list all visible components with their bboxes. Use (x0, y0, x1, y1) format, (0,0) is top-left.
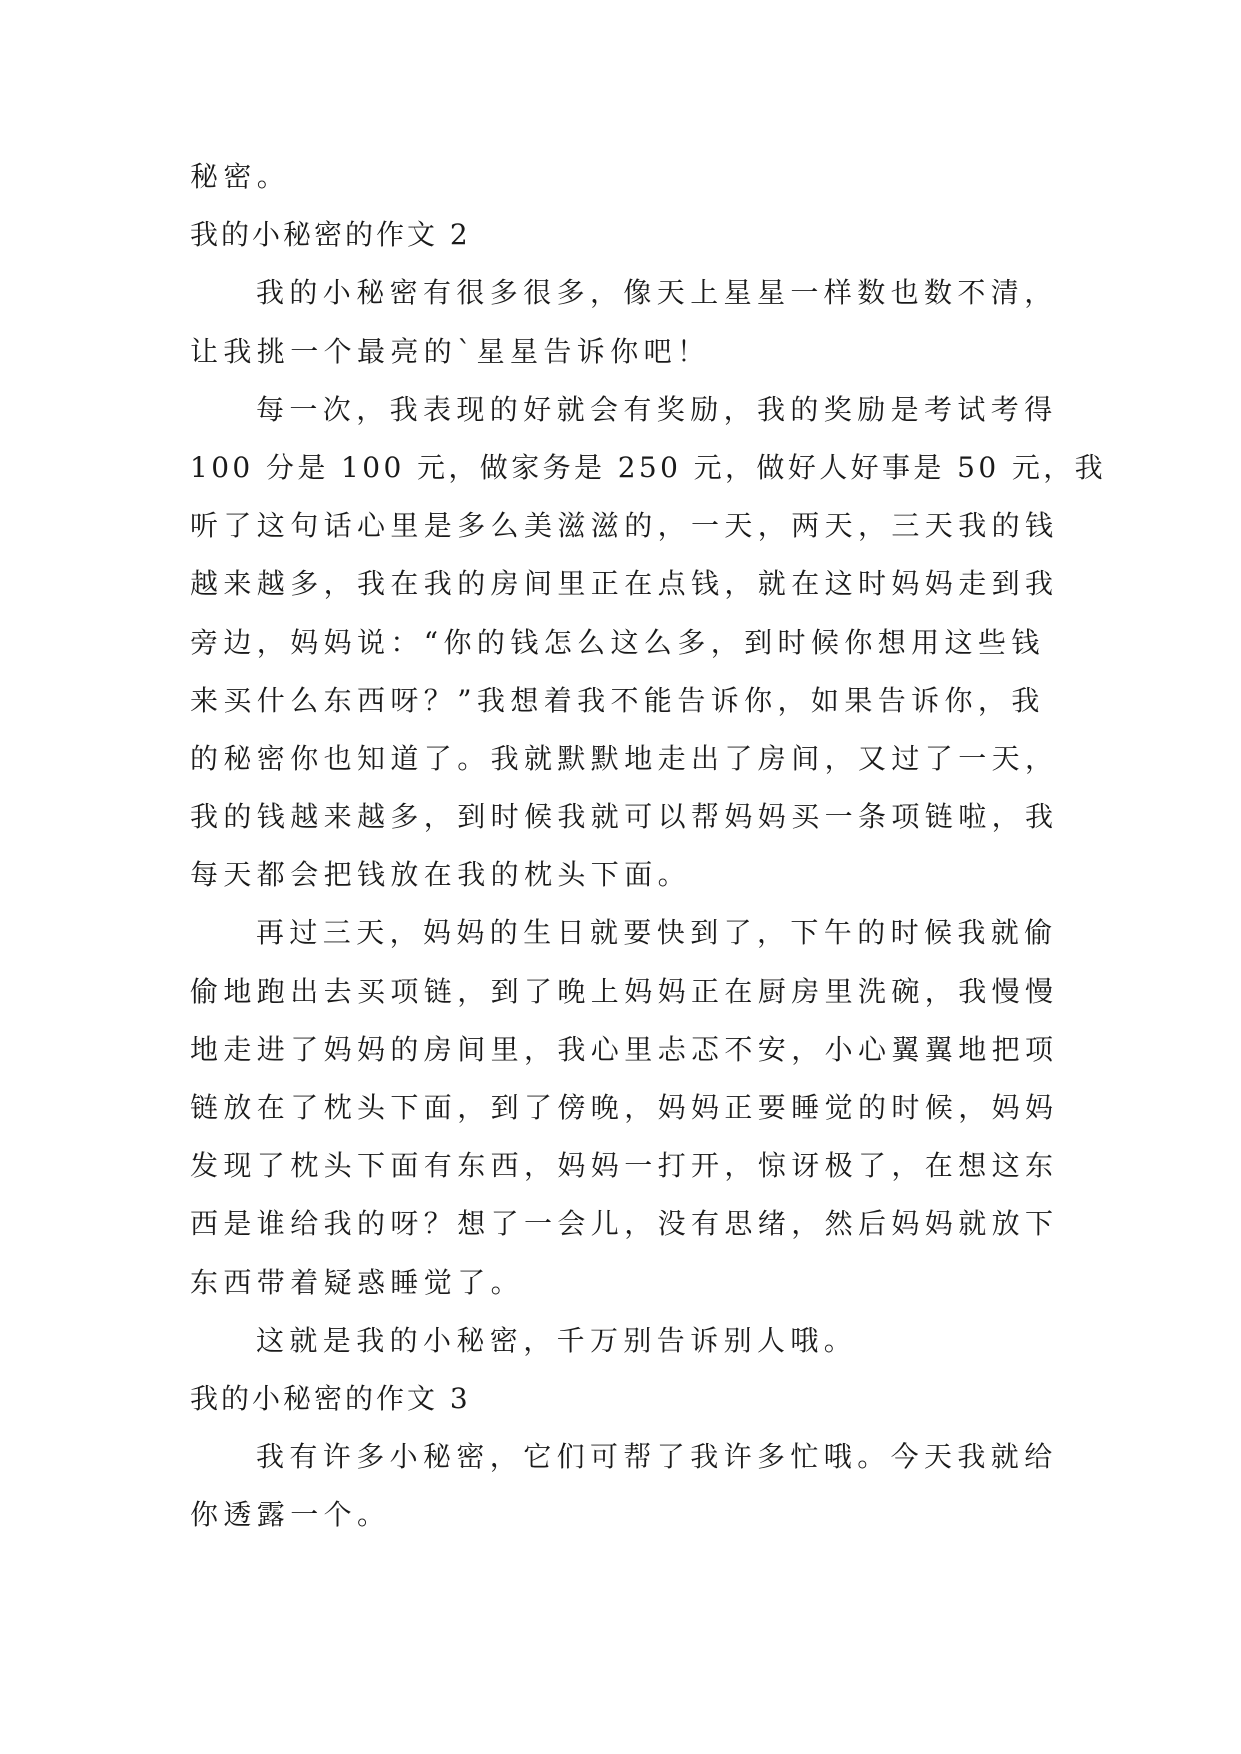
paragraph-line: 越来越多，我在我的房间里正在点钱，就在这时妈妈走到我 (190, 567, 1059, 601)
essay-heading-2: 我的小秘密的作文 2 (190, 218, 471, 252)
paragraph-line: 东西带着疑惑睡觉了。 (190, 1265, 525, 1299)
paragraph-line: 我的钱越来越多，到时候我就可以帮妈妈买一条项链啦，我 (190, 800, 1059, 834)
paragraph-line: 秘密。 (190, 160, 291, 193)
paragraph-line: 旁边，妈妈说：“你的钱怎么这么多，到时候你想用这些钱 (190, 625, 1045, 659)
paragraph-line: 听了这句话心里是多么美滋滋的，一天，两天，三天我的钱 (190, 509, 1059, 543)
paragraph-line: 再过三天，妈妈的生日就要快到了，下午的时候我就偷 (256, 916, 1058, 950)
paragraph-line: 发现了枕头下面有东西，妈妈一打开，惊讶极了，在想这东 (190, 1149, 1059, 1183)
paragraph-line: 我的小秘密有很多很多，像天上星星一样数也数不清， (256, 276, 1058, 310)
paragraph-line: 你透露一个。 (190, 1498, 391, 1532)
essay-heading-3: 我的小秘密的作文 3 (190, 1381, 471, 1415)
paragraph-line: 我有许多小秘密，它们可帮了我许多忙哦。今天我就给 (256, 1440, 1058, 1474)
paragraph-line: 每一次，我表现的好就会有奖励，我的奖励是考试考得 (256, 392, 1058, 426)
paragraph-line: 的秘密你也知道了。我就默默地走出了房间，又过了一天， (190, 741, 1059, 775)
paragraph-line: 链放在了枕头下面，到了傍晚，妈妈正要睡觉的时候，妈妈 (190, 1091, 1059, 1124)
paragraph-line: 地走进了妈妈的房间里，我心里忐忑不安，小心翼翼地把项 (190, 1032, 1059, 1066)
paragraph-line: 西是谁给我的呀？想了一会儿，没有思绪，然后妈妈就放下 (190, 1207, 1059, 1241)
paragraph-line: 这就是我的小秘密，千万别告诉别人哦。 (256, 1323, 858, 1357)
paragraph-line: 100 分是 100 元，做家务是 250 元，做好人好事是 50 元，我 (190, 450, 1107, 484)
paragraph-line: 每天都会把钱放在我的枕头下面。 (190, 858, 692, 892)
paragraph-line: 让我挑一个最亮的`星星告诉你吧！ (190, 334, 711, 368)
paragraph-line: 来买什么东西呀？”我想着我不能告诉你，如果告诉你，我 (190, 683, 1045, 717)
document-body (190, 148, 1107, 1545)
paragraph-line: 偷地跑出去买项链，到了晚上妈妈正在厨房里洗碗，我慢慢 (190, 974, 1059, 1008)
